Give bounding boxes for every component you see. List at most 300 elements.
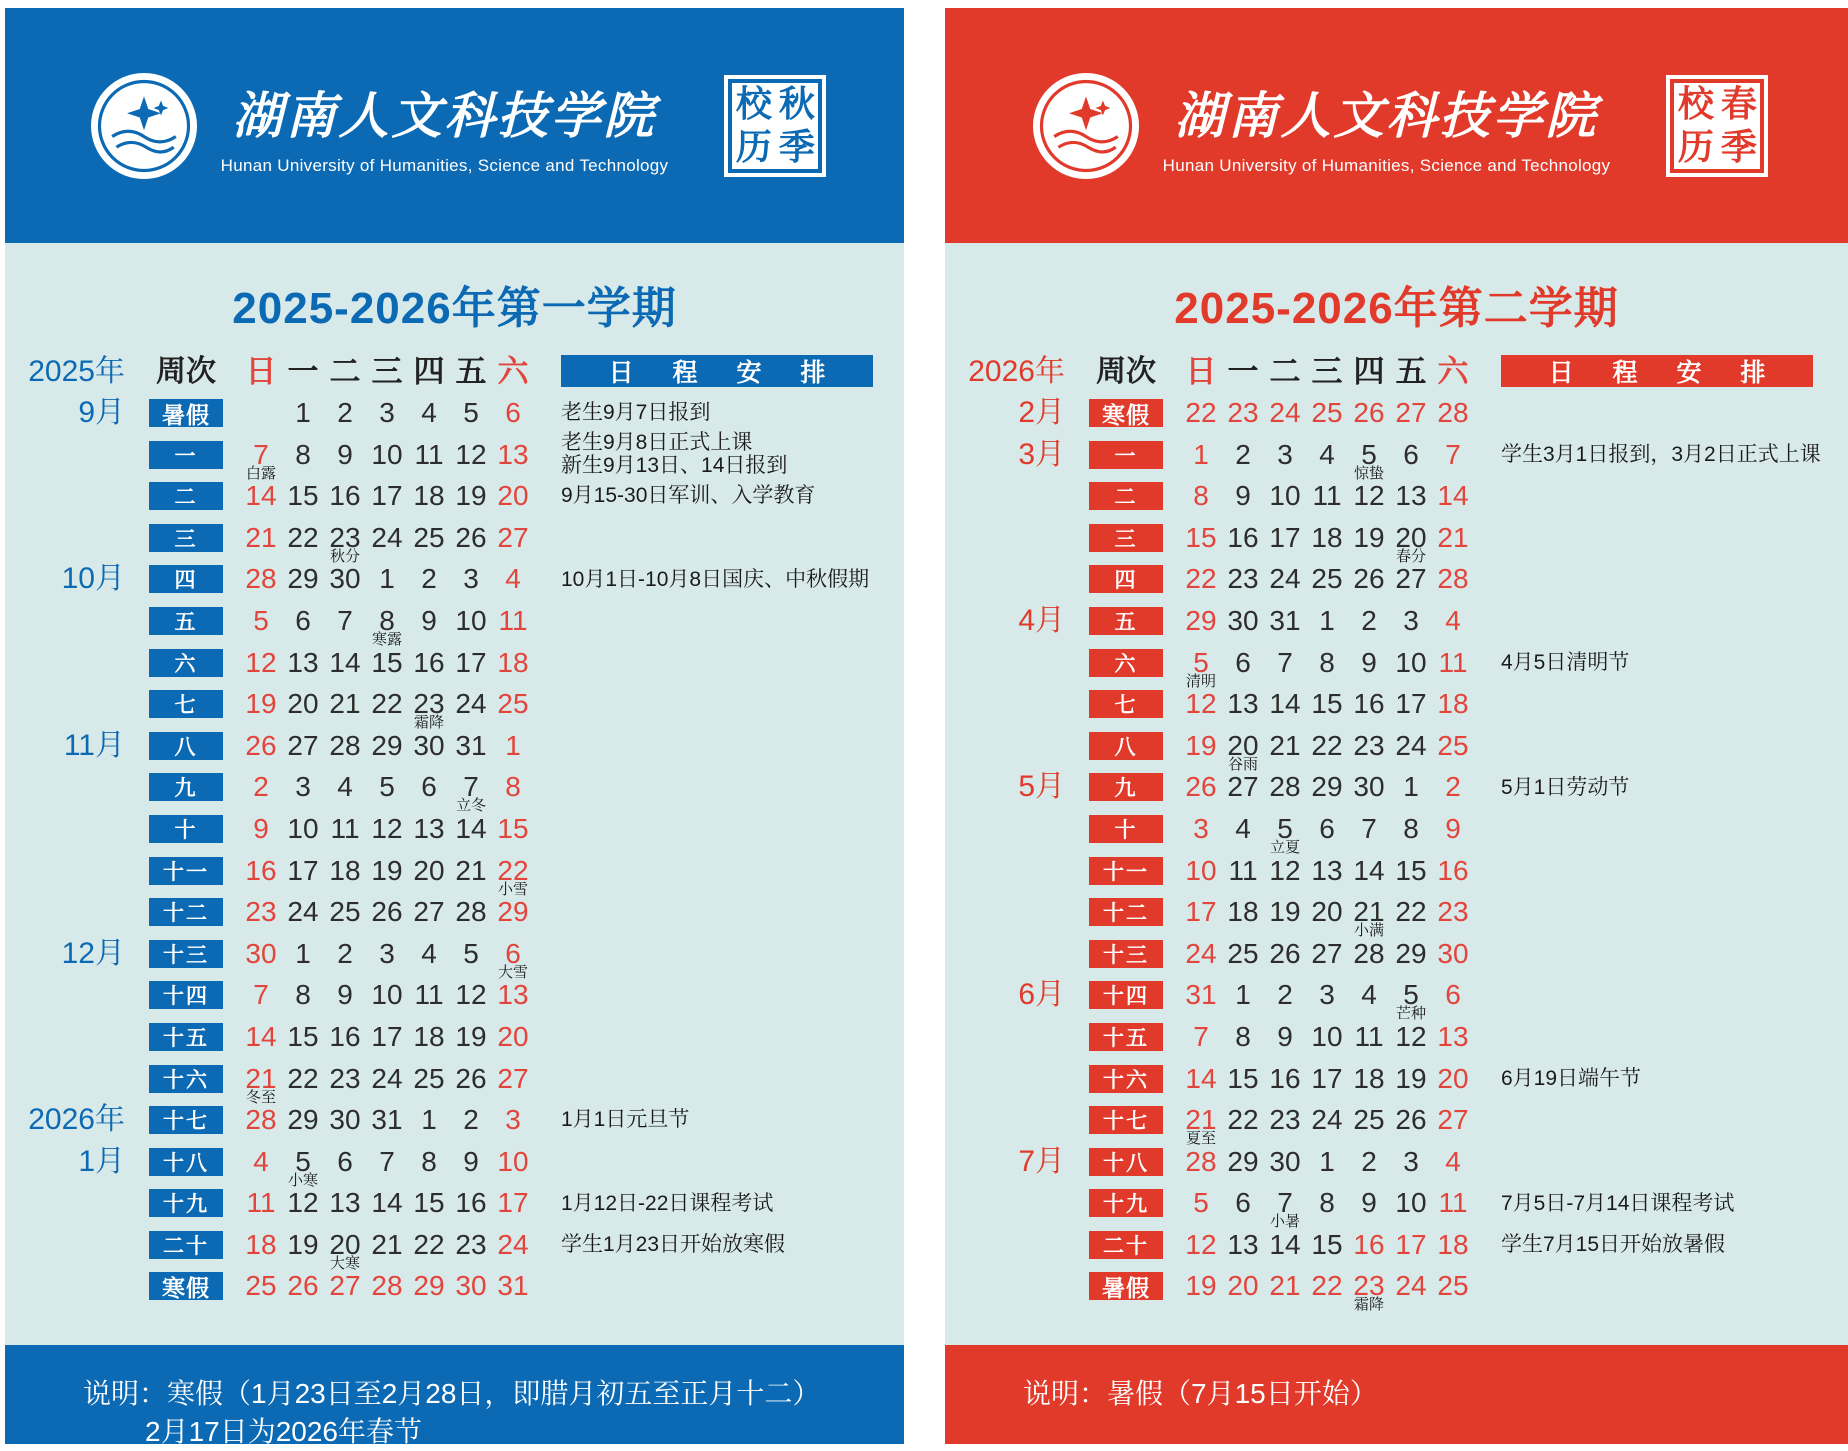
date-cell: 12: [1185, 1228, 1217, 1260]
schedule-note-line: 学生1月23日开始放寒假: [561, 1233, 786, 1257]
stamp-char: 季: [1720, 126, 1757, 168]
calendar-week-row: [945, 850, 1848, 892]
year-label: 2025年: [28, 355, 125, 388]
notes-footer: [5, 1345, 904, 1447]
date-cell: 26: [455, 521, 487, 553]
date-cell: 2: [1277, 979, 1293, 1011]
date-cell: 28: [245, 563, 277, 595]
date-cell: 7: [1277, 646, 1293, 678]
date-cell: 17: [1395, 1228, 1427, 1260]
schedule-note: [561, 558, 898, 600]
week-badge: 暑假: [149, 399, 223, 427]
week-badge: 五: [149, 607, 223, 635]
calendar-week-row: [945, 808, 1848, 856]
week-badge: 暑假: [1089, 1272, 1163, 1300]
date-cell: 6: [1235, 1187, 1251, 1219]
date-cell: 17: [371, 1020, 403, 1052]
date-cell: 1: [1235, 979, 1251, 1011]
solar-term-label: 清明: [1185, 672, 1216, 690]
date-cell: 13: [497, 438, 529, 470]
schedule-note: [1501, 434, 1842, 476]
date-cell: 24: [371, 521, 403, 553]
week-badge-cell: [1089, 1231, 1163, 1259]
date-cell: 26: [371, 896, 403, 928]
day-header-tue: 二: [329, 354, 361, 389]
date-cell: 17: [371, 480, 403, 512]
calendar-week-row: [5, 974, 904, 1016]
week-badge-cell: [149, 399, 223, 427]
solar-term-label: 小满: [1353, 922, 1384, 940]
date-cell: 16: [329, 480, 361, 512]
date-cell: 27: [497, 1062, 529, 1094]
date-cell: 22: [287, 1062, 319, 1094]
date-cell: 8: [1403, 812, 1419, 844]
date-cell: 11: [498, 604, 528, 636]
university-name-block: [1163, 76, 1611, 176]
date-cell: 27: [413, 896, 445, 928]
date-cell: 3: [379, 397, 395, 428]
date-cell: 12: [287, 1187, 319, 1219]
university-logo-icon: [1033, 73, 1139, 179]
date-cell: 1: [1319, 1145, 1335, 1177]
date-cell: 14: [1437, 480, 1469, 512]
date-cell: 16: [245, 854, 277, 886]
week-badge: 六: [149, 649, 223, 677]
calendar-week-row: [945, 766, 1848, 808]
solar-term-label: 秋分: [329, 547, 360, 565]
date-cell: 4: [1445, 604, 1461, 636]
date-cell: 11: [330, 812, 360, 844]
date-cell: 31: [1269, 604, 1301, 636]
schedule-note-line: 新生9月13日、14日报到: [561, 454, 788, 478]
week-badge: 七: [1089, 690, 1163, 718]
date-cell: 11: [1228, 854, 1258, 886]
week-badge-cell: [1089, 1272, 1163, 1300]
week-badge-cell: [149, 732, 223, 760]
week-badge: 三: [1089, 524, 1163, 552]
date-cell: 29: [413, 1270, 445, 1302]
date-cell: 10: [371, 438, 403, 470]
date-cell: 5: [253, 604, 269, 636]
calendar-week-row: [5, 600, 904, 648]
calendar-week-row: [5, 475, 904, 517]
date-cell: 23: [1353, 729, 1385, 761]
week-badge: 八: [1089, 732, 1163, 760]
date-cell: 4: [337, 771, 353, 803]
week-badge: 四: [1089, 565, 1163, 593]
date-cell: 5: [1193, 646, 1209, 678]
date-cell: 8: [1235, 1020, 1251, 1052]
date-cell: 15: [371, 646, 403, 678]
date-cell: 27: [329, 1270, 361, 1302]
date-cell: 9: [1235, 480, 1251, 512]
date-cell: 1: [1319, 604, 1335, 636]
calendar-week-row: [945, 1182, 1848, 1231]
week-badge: 十六: [1089, 1065, 1163, 1093]
date-cell: 8: [379, 604, 395, 636]
date-cell: 1: [295, 937, 311, 969]
date-cell: 2: [421, 563, 437, 595]
week-badge: 一: [1089, 441, 1163, 469]
month-label: 2月: [1018, 396, 1065, 429]
day-header-mon: 一: [1227, 354, 1259, 389]
date-cell: 12: [371, 812, 403, 844]
semester-title: 2025-2026年第一学期: [232, 284, 677, 333]
day-header-sun: 日: [245, 354, 277, 389]
season-stamp: [732, 83, 818, 169]
date-cell: 11: [414, 979, 444, 1011]
week-badge-cell: [149, 815, 223, 843]
week-badge-cell: [149, 607, 223, 635]
solar-term-label: 小雪: [497, 880, 528, 898]
date-cell: 12: [455, 438, 487, 470]
date-cell: 2: [1361, 1145, 1377, 1177]
week-badge: 九: [149, 773, 223, 801]
week-badge: 寒假: [1089, 399, 1163, 427]
calendar-rows: [945, 392, 1848, 1314]
date-cell: 17: [455, 646, 487, 678]
date-cell: 24: [1269, 397, 1301, 428]
date-cell: 17: [1395, 688, 1427, 720]
date-cell: 23: [1437, 896, 1469, 928]
date-cell: 8: [1193, 480, 1209, 512]
calendar-week-row: [5, 1016, 904, 1058]
day-header-tue: 二: [1269, 354, 1301, 389]
date-cell: 7: [253, 438, 269, 470]
date-cell: 10: [371, 979, 403, 1011]
date-cell: 5: [1361, 438, 1377, 470]
schedule-note: [1501, 766, 1842, 808]
calendar-week-row: [945, 1224, 1848, 1266]
week-badge-cell: [1089, 441, 1163, 469]
calendar-week-row: [945, 434, 1848, 482]
calendar-week-row: [5, 683, 904, 732]
week-badge-cell: [1089, 565, 1163, 593]
week-badge: 十二: [1089, 898, 1163, 926]
week-badge-cell: [1089, 940, 1163, 968]
week-badge-cell: [1089, 981, 1163, 1009]
week-badge: 二: [149, 482, 223, 510]
week-badge: 十一: [149, 857, 223, 885]
date-cell: 16: [455, 1187, 487, 1219]
date-cell: 31: [1185, 979, 1217, 1011]
week-badge: 五: [1089, 607, 1163, 635]
week-badge: 七: [149, 690, 223, 718]
schedule-note-line: 老生9月8日正式上课: [561, 431, 753, 455]
date-cell: 25: [1353, 1104, 1385, 1136]
date-cell: 29: [497, 896, 529, 928]
date-cell: 20: [497, 480, 529, 512]
schedule-note-line: 1月12日-22日课程考试: [561, 1191, 774, 1215]
date-cell: 4: [505, 563, 521, 595]
date-cell: 5: [379, 771, 395, 803]
month-label: 12月: [61, 936, 125, 970]
month-label: 9月: [78, 396, 125, 429]
week-badge: 三: [149, 524, 223, 552]
solar-term-label: 小暑: [1269, 1213, 1300, 1231]
date-cell: 24: [287, 896, 319, 928]
week-badge-cell: [1089, 399, 1163, 427]
date-cell: 20: [1227, 1270, 1259, 1302]
calendar-week-row: [5, 1141, 904, 1189]
university-banner: [945, 8, 1848, 243]
date-cell: 9: [337, 979, 353, 1011]
date-cell: 6: [505, 937, 521, 969]
date-cell: 1: [1403, 771, 1419, 803]
date-cell: 21: [245, 521, 277, 553]
date-cell: 16: [329, 1020, 361, 1052]
date-cell: 22: [1185, 397, 1217, 428]
date-cell: 13: [413, 812, 445, 844]
solar-term-label: 立冬: [455, 797, 486, 815]
week-badge: 十四: [1089, 981, 1163, 1009]
date-cell: 15: [1395, 854, 1427, 886]
date-cell: 16: [1269, 1062, 1301, 1094]
footer-note-line: 2月17日为2026年春节: [145, 1416, 423, 1447]
date-cell: 15: [287, 480, 319, 512]
date-cell: 3: [1319, 979, 1335, 1011]
date-cell: 21: [371, 1228, 403, 1260]
date-cell: 30: [1353, 771, 1385, 803]
week-badge-cell: [1089, 898, 1163, 926]
month-label: 1月: [78, 1144, 125, 1178]
date-cell: 24: [1311, 1104, 1343, 1136]
schedule-note-line: 5月1日劳动节: [1501, 775, 1630, 799]
date-cell: 27: [1437, 1104, 1469, 1136]
date-cell: 6: [1445, 979, 1461, 1011]
date-cell: 28: [1437, 397, 1469, 428]
schedule-note: [1501, 1182, 1842, 1224]
solar-term-label: 冬至: [245, 1088, 276, 1106]
date-cell: 27: [1395, 397, 1427, 428]
date-cell: 23: [245, 896, 277, 928]
date-cell: 21: [1269, 729, 1301, 761]
date-cell: 26: [287, 1270, 319, 1302]
stamp-char: 校: [735, 83, 772, 125]
week-badge-cell: [149, 524, 223, 552]
solar-term-label: 寒露: [371, 630, 402, 648]
date-cell: 3: [1403, 604, 1419, 636]
university-name: 湖南人文科技学院: [1174, 85, 1599, 145]
date-cell: 11: [246, 1187, 276, 1219]
date-cell: 10: [455, 604, 487, 636]
solar-term-label: 春分: [1395, 547, 1426, 565]
date-cell: 6: [1319, 812, 1335, 844]
date-cell: 18: [1227, 896, 1259, 928]
schedule-column-header: 日 程 安 排: [561, 355, 873, 387]
week-badge-cell: [1089, 607, 1163, 635]
calendar-week-row: [945, 1141, 1848, 1183]
day-of-week-headers: [240, 354, 534, 390]
date-cell: 11: [1438, 646, 1468, 678]
date-cell: 23: [1227, 563, 1259, 595]
week-column-header: 周次: [1096, 355, 1156, 388]
season-stamp: [1674, 83, 1760, 169]
day-header-wed: 三: [371, 354, 403, 389]
date-cell: 9: [1361, 1187, 1377, 1219]
calendar-week-row: [945, 1099, 1848, 1148]
date-cell: 26: [1395, 1104, 1427, 1136]
calendar-rows: [5, 392, 904, 1307]
solar-term-label: 霜降: [1353, 1296, 1384, 1314]
date-cell: 19: [287, 1228, 319, 1260]
date-cell: 1: [505, 729, 521, 761]
date-cell: 10: [1395, 1187, 1427, 1219]
date-cell: 7: [463, 771, 479, 803]
date-cell: 22: [1311, 729, 1343, 761]
calendar-week-row: [5, 891, 904, 933]
date-cell: 24: [1395, 1270, 1427, 1302]
date-cell: 19: [371, 854, 403, 886]
week-badge-cell: [1089, 1065, 1163, 1093]
date-cell: 13: [1437, 1020, 1469, 1052]
date-cell: 15: [1227, 1062, 1259, 1094]
schedule-note-line: 1月1日元旦节: [561, 1108, 690, 1132]
date-cell: 18: [413, 480, 445, 512]
date-cell: 18: [1437, 1228, 1469, 1260]
week-badge: 八: [149, 732, 223, 760]
calendar-week-row: [5, 642, 904, 684]
stamp-char: 季: [778, 126, 815, 168]
schedule-note: [561, 475, 898, 517]
date-cell: 7: [1361, 812, 1377, 844]
calendar-week-row: [945, 933, 1848, 975]
week-badge: 十四: [149, 981, 223, 1009]
week-badge: 六: [1089, 649, 1163, 677]
week-badge-cell: [149, 1023, 223, 1051]
date-cell: 8: [505, 771, 521, 803]
date-cell: 3: [463, 563, 479, 595]
date-cell: 30: [245, 937, 277, 969]
date-cell: 13: [287, 646, 319, 678]
date-cell: 28: [329, 729, 361, 761]
date-cell: 22: [1227, 1104, 1259, 1136]
year-label: 2026年: [28, 1103, 125, 1137]
date-cell: 4: [421, 397, 437, 428]
day-header-mon: 一: [287, 354, 319, 389]
calendar-week-row: [945, 475, 1848, 517]
week-badge: 二十: [149, 1231, 223, 1259]
calendar-week-row: [5, 558, 904, 600]
day-header-sun: 日: [1185, 354, 1217, 389]
date-cell: 23: [329, 1062, 361, 1094]
calendar-week-row: [5, 766, 904, 815]
date-cell: 6: [1235, 646, 1251, 678]
date-cell: 25: [329, 896, 361, 928]
day-header-thu: 四: [413, 354, 445, 389]
university-logo-icon: [91, 73, 197, 179]
week-badge-cell: [149, 981, 223, 1009]
date-cell: 25: [1311, 397, 1343, 428]
date-cell: 8: [295, 979, 311, 1011]
date-cell: 1: [379, 563, 395, 595]
calendar-week-row: [5, 431, 904, 482]
stamp-char: 历: [735, 126, 772, 168]
schedule-note-line: 7月5日-7月14日课程考试: [1501, 1191, 1735, 1215]
date-cell: 14: [371, 1187, 403, 1219]
week-badge: 十六: [149, 1065, 223, 1093]
week-badge: 十七: [1089, 1106, 1163, 1134]
month-label: 3月: [1018, 437, 1065, 471]
week-badge: 十: [149, 815, 223, 843]
university-name: 湖南人文科技学院: [232, 85, 657, 145]
solar-term-label: 谷雨: [1227, 755, 1258, 773]
stamp-char: 历: [1677, 126, 1714, 168]
date-cell: 23: [1227, 397, 1259, 428]
date-cell: 19: [1269, 896, 1301, 928]
week-badge-cell: [1089, 690, 1163, 718]
schedule-note: [561, 1099, 898, 1141]
date-cell: 13: [1227, 1228, 1259, 1260]
date-cell: 22: [413, 1228, 445, 1260]
date-cell: 5: [463, 937, 479, 969]
week-badge-cell: [1089, 1148, 1163, 1176]
calendar-week-row: [945, 1058, 1848, 1100]
schedule-note: [1501, 1058, 1842, 1100]
week-badge-cell: [1089, 1106, 1163, 1134]
date-cell: 25: [413, 1062, 445, 1094]
date-cell: 13: [329, 1187, 361, 1219]
stamp-char: 校: [1677, 83, 1714, 125]
date-cell: 19: [1185, 1270, 1217, 1302]
calendar-week-row: [945, 1016, 1848, 1058]
calendar-week-row: [5, 1224, 904, 1272]
schedule-column-header: 日 程 安 排: [1501, 355, 1813, 387]
solar-term-label: 大雪: [497, 963, 528, 981]
day-header-thu: 四: [1353, 354, 1385, 389]
date-cell: 20: [1311, 896, 1343, 928]
date-cell: 10: [1185, 854, 1217, 886]
week-badge-cell: [149, 482, 223, 510]
spring-semester-calendar-panel: [945, 8, 1848, 1444]
month-label: 4月: [1018, 603, 1065, 637]
date-cell: 8: [295, 438, 311, 470]
date-cell: 4: [1445, 1145, 1461, 1177]
date-cell: 24: [1185, 937, 1217, 969]
date-cell: 30: [329, 1104, 361, 1136]
date-cell: 11: [1354, 1020, 1384, 1052]
date-cell: 14: [245, 1020, 277, 1052]
date-cell: 23: [455, 1228, 487, 1260]
schedule-note-line: 9月15-30日军训、入学教育: [561, 484, 816, 508]
week-badge: 九: [1089, 773, 1163, 801]
date-cell: 22: [497, 854, 529, 886]
day-header-fri: 五: [455, 354, 487, 389]
date-cell: 26: [455, 1062, 487, 1094]
week-badge-cell: [1089, 857, 1163, 885]
week-badge: 十九: [1089, 1189, 1163, 1217]
date-cell: 13: [497, 979, 529, 1011]
solar-term-label: 惊蛰: [1353, 464, 1384, 482]
date-cell: 24: [1395, 729, 1427, 761]
university-banner: [5, 8, 904, 243]
solar-term-label: 芒种: [1395, 1005, 1426, 1023]
date-cell: 16: [413, 646, 445, 678]
schedule-note-line: 学生3月1日报到，3月2日正式上课: [1501, 442, 1821, 466]
stamp-char: 秋: [778, 83, 815, 125]
date-cell: 8: [421, 1145, 437, 1177]
date-cell: 8: [1319, 1187, 1335, 1219]
date-cell: 9: [1445, 812, 1461, 844]
calendar-week-row: [5, 808, 904, 850]
month-label: 10月: [61, 562, 125, 596]
calendar-table-header: [945, 354, 1848, 390]
university-name-en: Hunan University of Humanities, Science and Technology: [1162, 155, 1611, 175]
date-cell: 24: [371, 1062, 403, 1094]
calendar-week-row: [5, 1099, 904, 1141]
date-cell: 17: [1269, 521, 1301, 553]
date-cell: 19: [1395, 1062, 1427, 1094]
